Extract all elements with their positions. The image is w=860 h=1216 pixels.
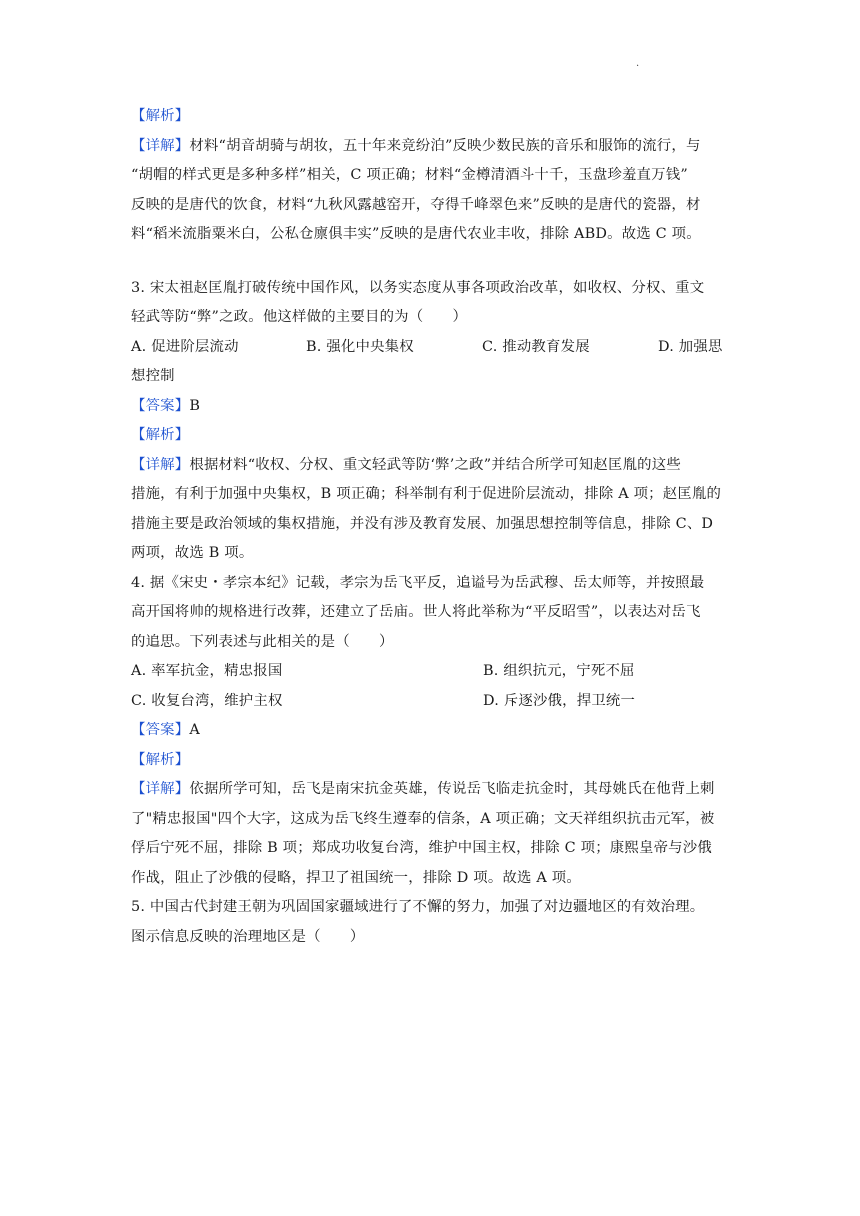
q3-stem-line-1: 3. 宋太祖赵匡胤打破传统中国作风，以务实态度从事各项政治改革，如收权、分权、重文 — [131, 279, 705, 296]
q3-detail-label: 【详解】 — [131, 456, 190, 473]
q4-stem-line-3: 的追思。下列表述与此相关的是（ ） — [131, 633, 394, 650]
q3-answer-label: 【答案】 — [131, 397, 190, 414]
q4-answer-label: 【答案】 — [131, 722, 190, 738]
q4-answer-value: A — [189, 722, 200, 738]
q3-answer-value: B — [189, 397, 201, 414]
q2-detail-line-1: 【详解】材料“胡音胡骑与胡妆，五十年来竞纷泊”反映少数民族的音乐和服饰的流行，与 — [131, 137, 701, 154]
q4-detail-label: 【详解】 — [131, 781, 190, 797]
q4-option-b: B. 组织抗元，宁死不屈 — [483, 663, 635, 679]
exam-content — [131, 102, 731, 952]
q2-detail-line-3: 反映的是唐代的饮食，材料“九秋风露越窑开，夺得千峰翠色来”反映的是唐代的瓷器，材 — [131, 196, 701, 213]
q3-option-b: B. 强化中央集权 — [306, 338, 414, 355]
q4-stem-line-2: 高开国将帅的规格进行改葬，还建立了岳庙。世人将此举称为“平反昭雪”，以表达对岳飞 — [131, 604, 701, 620]
q4-option-d: D. 斥逐沙俄，捍卫统一 — [483, 692, 636, 709]
q3-option-d: D. 加强思 — [658, 338, 723, 355]
q3-options — [131, 333, 731, 363]
q2-detail-line-2: “胡帽的样式更是多种多样”相关，C 项正确；材料“金樽清酒斗十千，玉盘珍羞直万钱” — [131, 167, 688, 183]
q4-option-a: A. 率军抗金，精忠报国 — [131, 663, 283, 679]
q3-option-c: C. 推动教育发展 — [482, 338, 590, 355]
q3-detail-line-4: 两项，故选 B 项。 — [131, 545, 254, 561]
q5-stem-line-1: 5. 中国古代封建王朝为巩固国家疆域进行了不懈的努力，加强了对边疆地区的有效治理。 — [131, 899, 705, 915]
q3-detail-line-3: 措施主要是政治领域的集权措施，并没有涉及教育发展、加强思想控制等信息，排除 C、D — [131, 515, 714, 532]
q4-detail-line-1: 【详解】依据所学可知，岳飞是南宋抗金英雄，传说岳飞临走抗金时，其母姚氏在他背上刺 — [131, 781, 715, 797]
q3-option-wrap: 想控制 — [131, 368, 175, 384]
q2-detail-line-4: 料“稻米流脂粟米白，公私仓廪俱丰实”反映的是唐代农业丰收，排除 ABD。故选 C 项。 — [131, 226, 701, 242]
q2-detail-label: 【详解】 — [131, 137, 190, 154]
q3-answer — [131, 392, 731, 422]
q2-analysis-label: 【解析】 — [131, 108, 190, 124]
q4-analysis-label: 【解析】 — [131, 751, 190, 768]
q5-stem-line-2: 图示信息反映的治理地区是（ ） — [131, 928, 365, 945]
q4-option-c: C. 收复台湾，维护主权 — [131, 692, 283, 709]
q4-answer — [131, 716, 731, 746]
q4-detail-line-3: 俘后宁死不屈，排除 B 项；郑成功收复台湾，维护中国主权，排除 C 项；康熙皇帝与沙俄 — [131, 840, 712, 856]
q3-analysis-label: 【解析】 — [131, 427, 190, 443]
q3-detail-line-1: 【详解】根据材料“收权、分权、重文轻武等防‘弊’之政”并结合所学可知赵匡胤的这些 — [131, 456, 681, 473]
q4-stem-line-1: 4. 据《宋史・孝宗本纪》记载，孝宗为岳飞平反，追谥号为岳武穆、岳太师等，并按照最 — [131, 574, 705, 591]
header-mark: . — [636, 58, 640, 69]
q4-options-row-2 — [131, 687, 731, 717]
q4-options-row-1 — [131, 657, 731, 687]
q4-detail-line-2: 了"精忠报国"四个大字，这成为岳飞终生遵奉的信条，A 项正确；文天祥组织抗击元军，被 — [131, 810, 715, 827]
q3-option-a: A. 促进阶层流动 — [131, 338, 239, 355]
q3-detail-line-2: 措施，有利于加强中央集权，B 项正确；科举制有利于促进阶层流动，排除 A 项；赵匡胤的 — [131, 486, 722, 502]
q3-stem-line-2: 轻武等防“弊”之政。他这样做的主要目的为（ ） — [131, 309, 468, 325]
q4-detail-line-4: 作战，阻止了沙俄的侵略，捍卫了祖国统一，排除 D 项。故选 A 项。 — [131, 869, 581, 886]
